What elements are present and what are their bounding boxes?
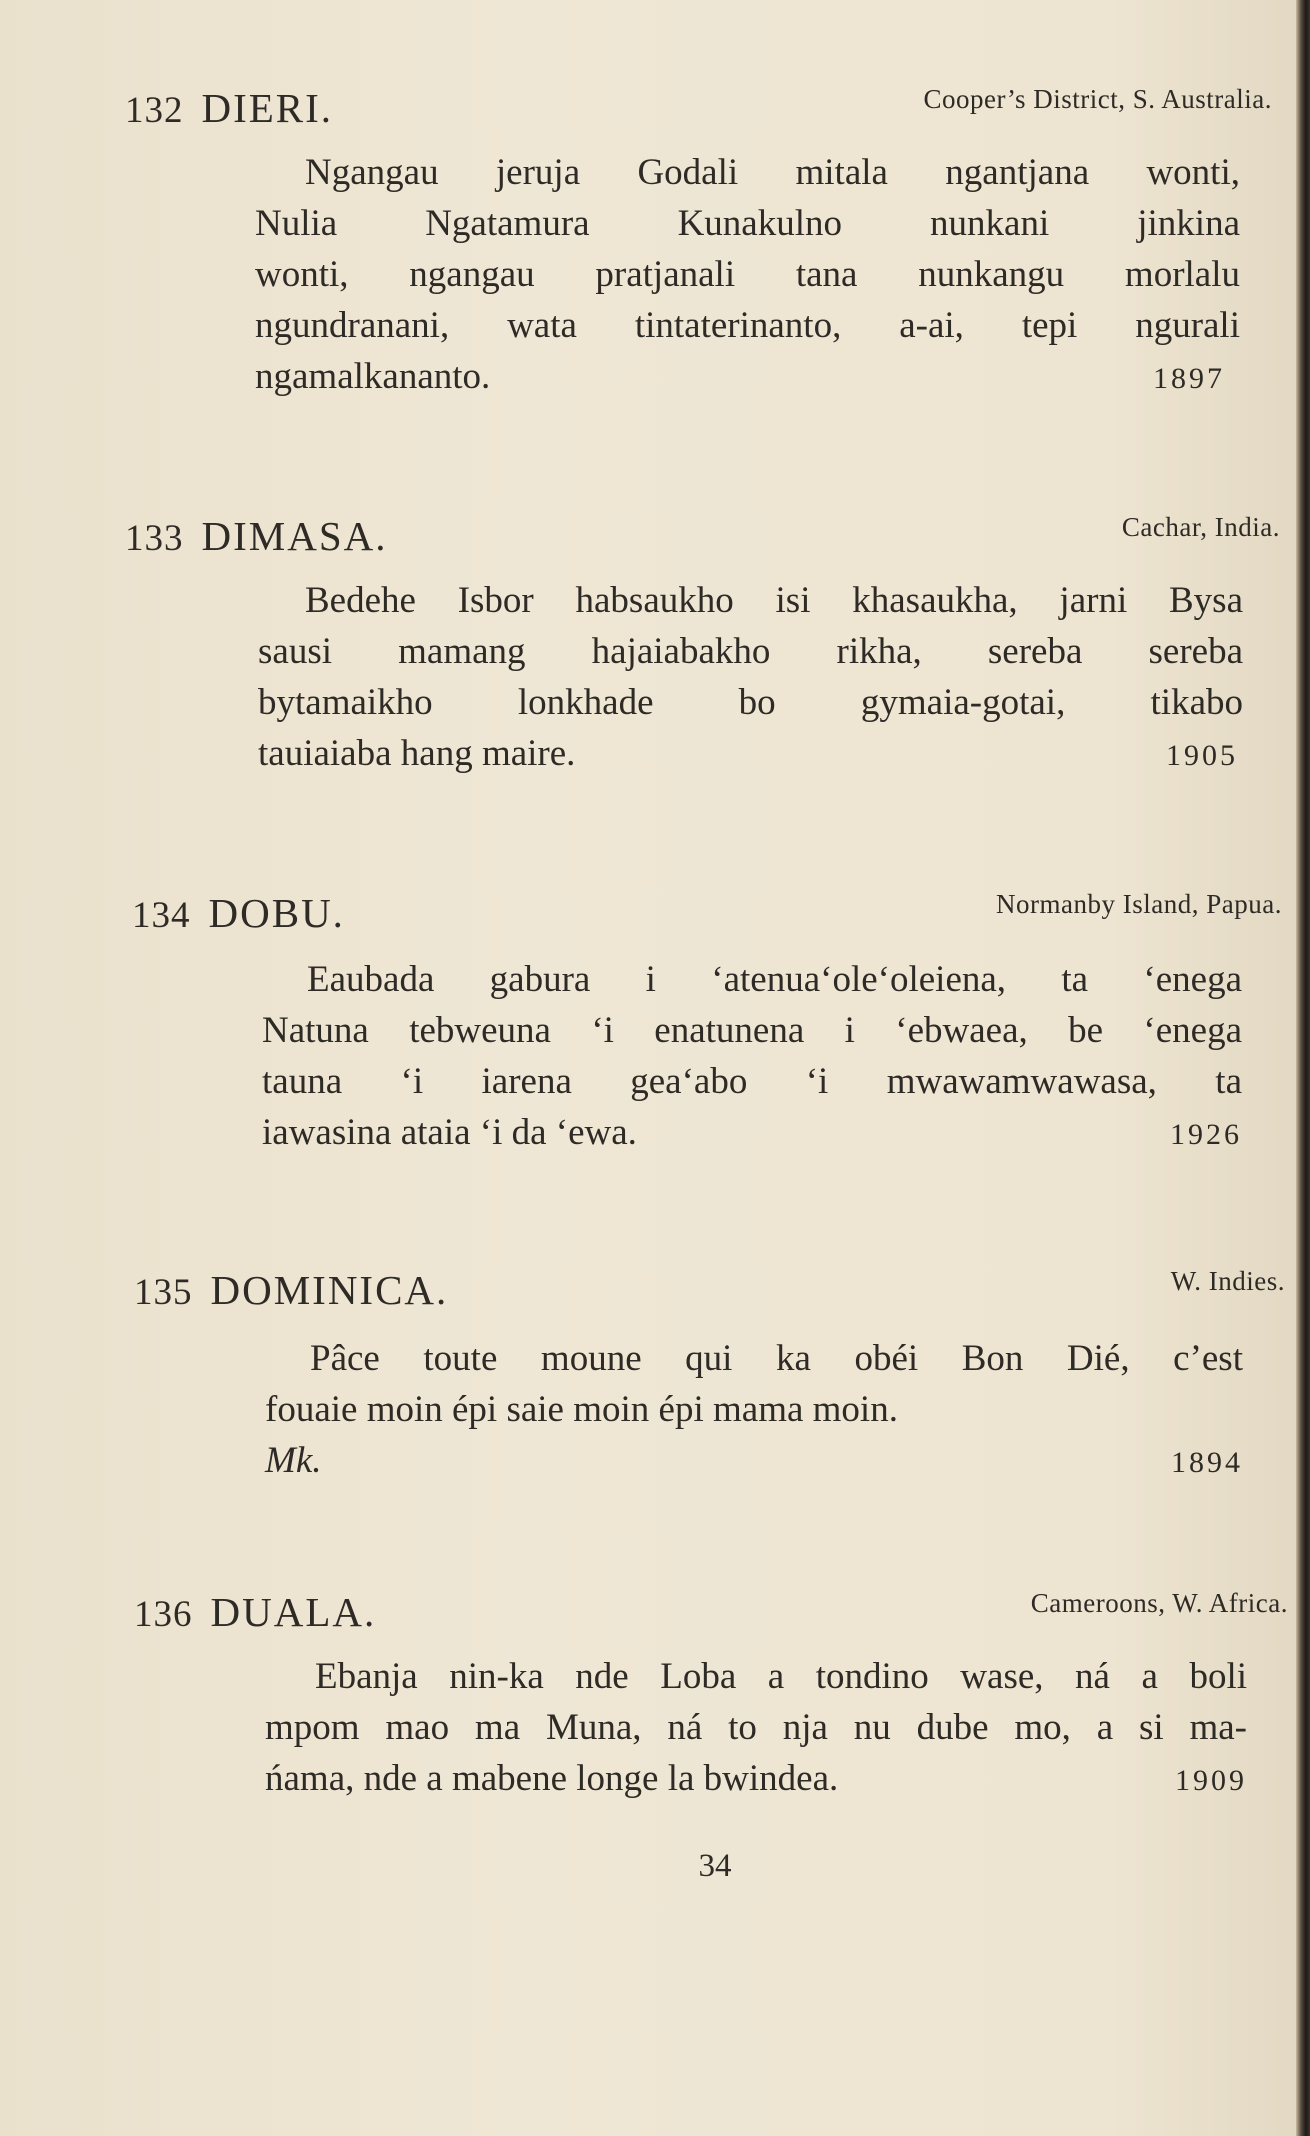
entry-number: 132	[125, 90, 184, 131]
entry-location: Cachar, India.	[1121, 512, 1280, 542]
entry-heading	[125, 84, 1310, 134]
entry-number: 133	[125, 518, 184, 559]
entry-text	[265, 1333, 1243, 1488]
entry-location: Cooper’s District, S. Australia.	[923, 84, 1272, 114]
language-name: DOMINICA.	[210, 1267, 449, 1313]
entry-year: 1909	[1175, 1764, 1247, 1797]
entry-text	[258, 575, 1243, 781]
page-edge	[1296, 0, 1310, 2136]
language-name: DOBU.	[208, 890, 345, 936]
page-number: 34	[698, 1848, 732, 1884]
text-last-line	[258, 728, 1243, 781]
text-line: Ngangau jeruja Godali mitala ngantjana wonti,	[305, 152, 1240, 193]
entry-text	[265, 1651, 1247, 1806]
text-last-line	[265, 1753, 1247, 1806]
text-line: wonti, ngangau pratjanali tana nunkangu morlalu	[255, 254, 1240, 295]
text-last-line	[255, 351, 1240, 404]
entry-text	[262, 954, 1242, 1160]
language-name: DIMASA.	[201, 513, 388, 559]
entry-heading	[125, 512, 1310, 562]
entry-number: 136	[134, 1594, 193, 1635]
text-line: fouaie moin épi saie moin épi mama moin.	[265, 1389, 898, 1430]
entry-year: 1897	[1153, 362, 1225, 395]
entry-year: 1894	[1171, 1446, 1243, 1479]
language-name: DUALA.	[210, 1589, 377, 1635]
entry-location: Normanby Island, Papua.	[996, 889, 1282, 919]
entry-year: 1926	[1170, 1118, 1242, 1151]
entry-text	[255, 147, 1240, 404]
text-line: Eaubada gabura i ‘atenua‘ole‘oleiena, ta ‘enega	[307, 959, 1242, 1000]
entry-year: 1905	[1166, 739, 1238, 772]
text-line: Natuna tebweuna ‘i enatunena i ‘ebwaea, be ‘enega	[262, 1010, 1242, 1051]
entry-heading	[134, 1588, 1310, 1638]
entry-number: 134	[132, 895, 191, 936]
text-line: ngamalkananto.	[255, 356, 491, 397]
entry-heading	[132, 889, 1310, 939]
text-line: Pâce toute moune qui ka obéi Bon Dié, c’est	[310, 1338, 1243, 1379]
entry-location: Cameroons, W. Africa.	[1030, 1588, 1288, 1618]
text-line: Bedehe Isbor habsaukho isi khasaukha, jarni Bysa	[305, 580, 1243, 621]
text-last-line	[262, 1107, 1242, 1160]
text-line: Mk.	[265, 1440, 322, 1481]
text-line: iawasina ataia ‘i da ‘ewa.	[262, 1112, 637, 1153]
text-line: tauiaiaba hang maire.	[258, 733, 576, 774]
entry-location: W. Indies.	[1170, 1266, 1285, 1296]
text-line: ngundranani, wata tintaterinanto, a-ai, tepi ngurali	[255, 305, 1240, 346]
text-line: sausi mamang hajaiabakho rikha, sereba sereba	[258, 631, 1243, 672]
text-line: Ebanja nin-ka nde Loba a tondino wase, ná a boli	[315, 1656, 1247, 1697]
text-last-line	[265, 1435, 1243, 1488]
entry-heading	[134, 1266, 1310, 1316]
language-name: DIERI.	[201, 85, 334, 131]
entry-number: 135	[134, 1272, 193, 1313]
text-line: ńama, nde a mabene longe la bwindea.	[265, 1758, 839, 1799]
text-line: bytamaikho lonkhade bo gymaia-gotai, tikabo	[258, 682, 1243, 723]
text-line: mpom mao ma Muna, ná to nja nu dube mo, a si ma-	[265, 1707, 1247, 1748]
text-line: tauna ‘i iarena gea‘abo ‘i mwawamwawasa, ta	[262, 1061, 1242, 1102]
text-line: Nulia Ngatamura Kunakulno nunkani jinkina	[255, 203, 1240, 244]
